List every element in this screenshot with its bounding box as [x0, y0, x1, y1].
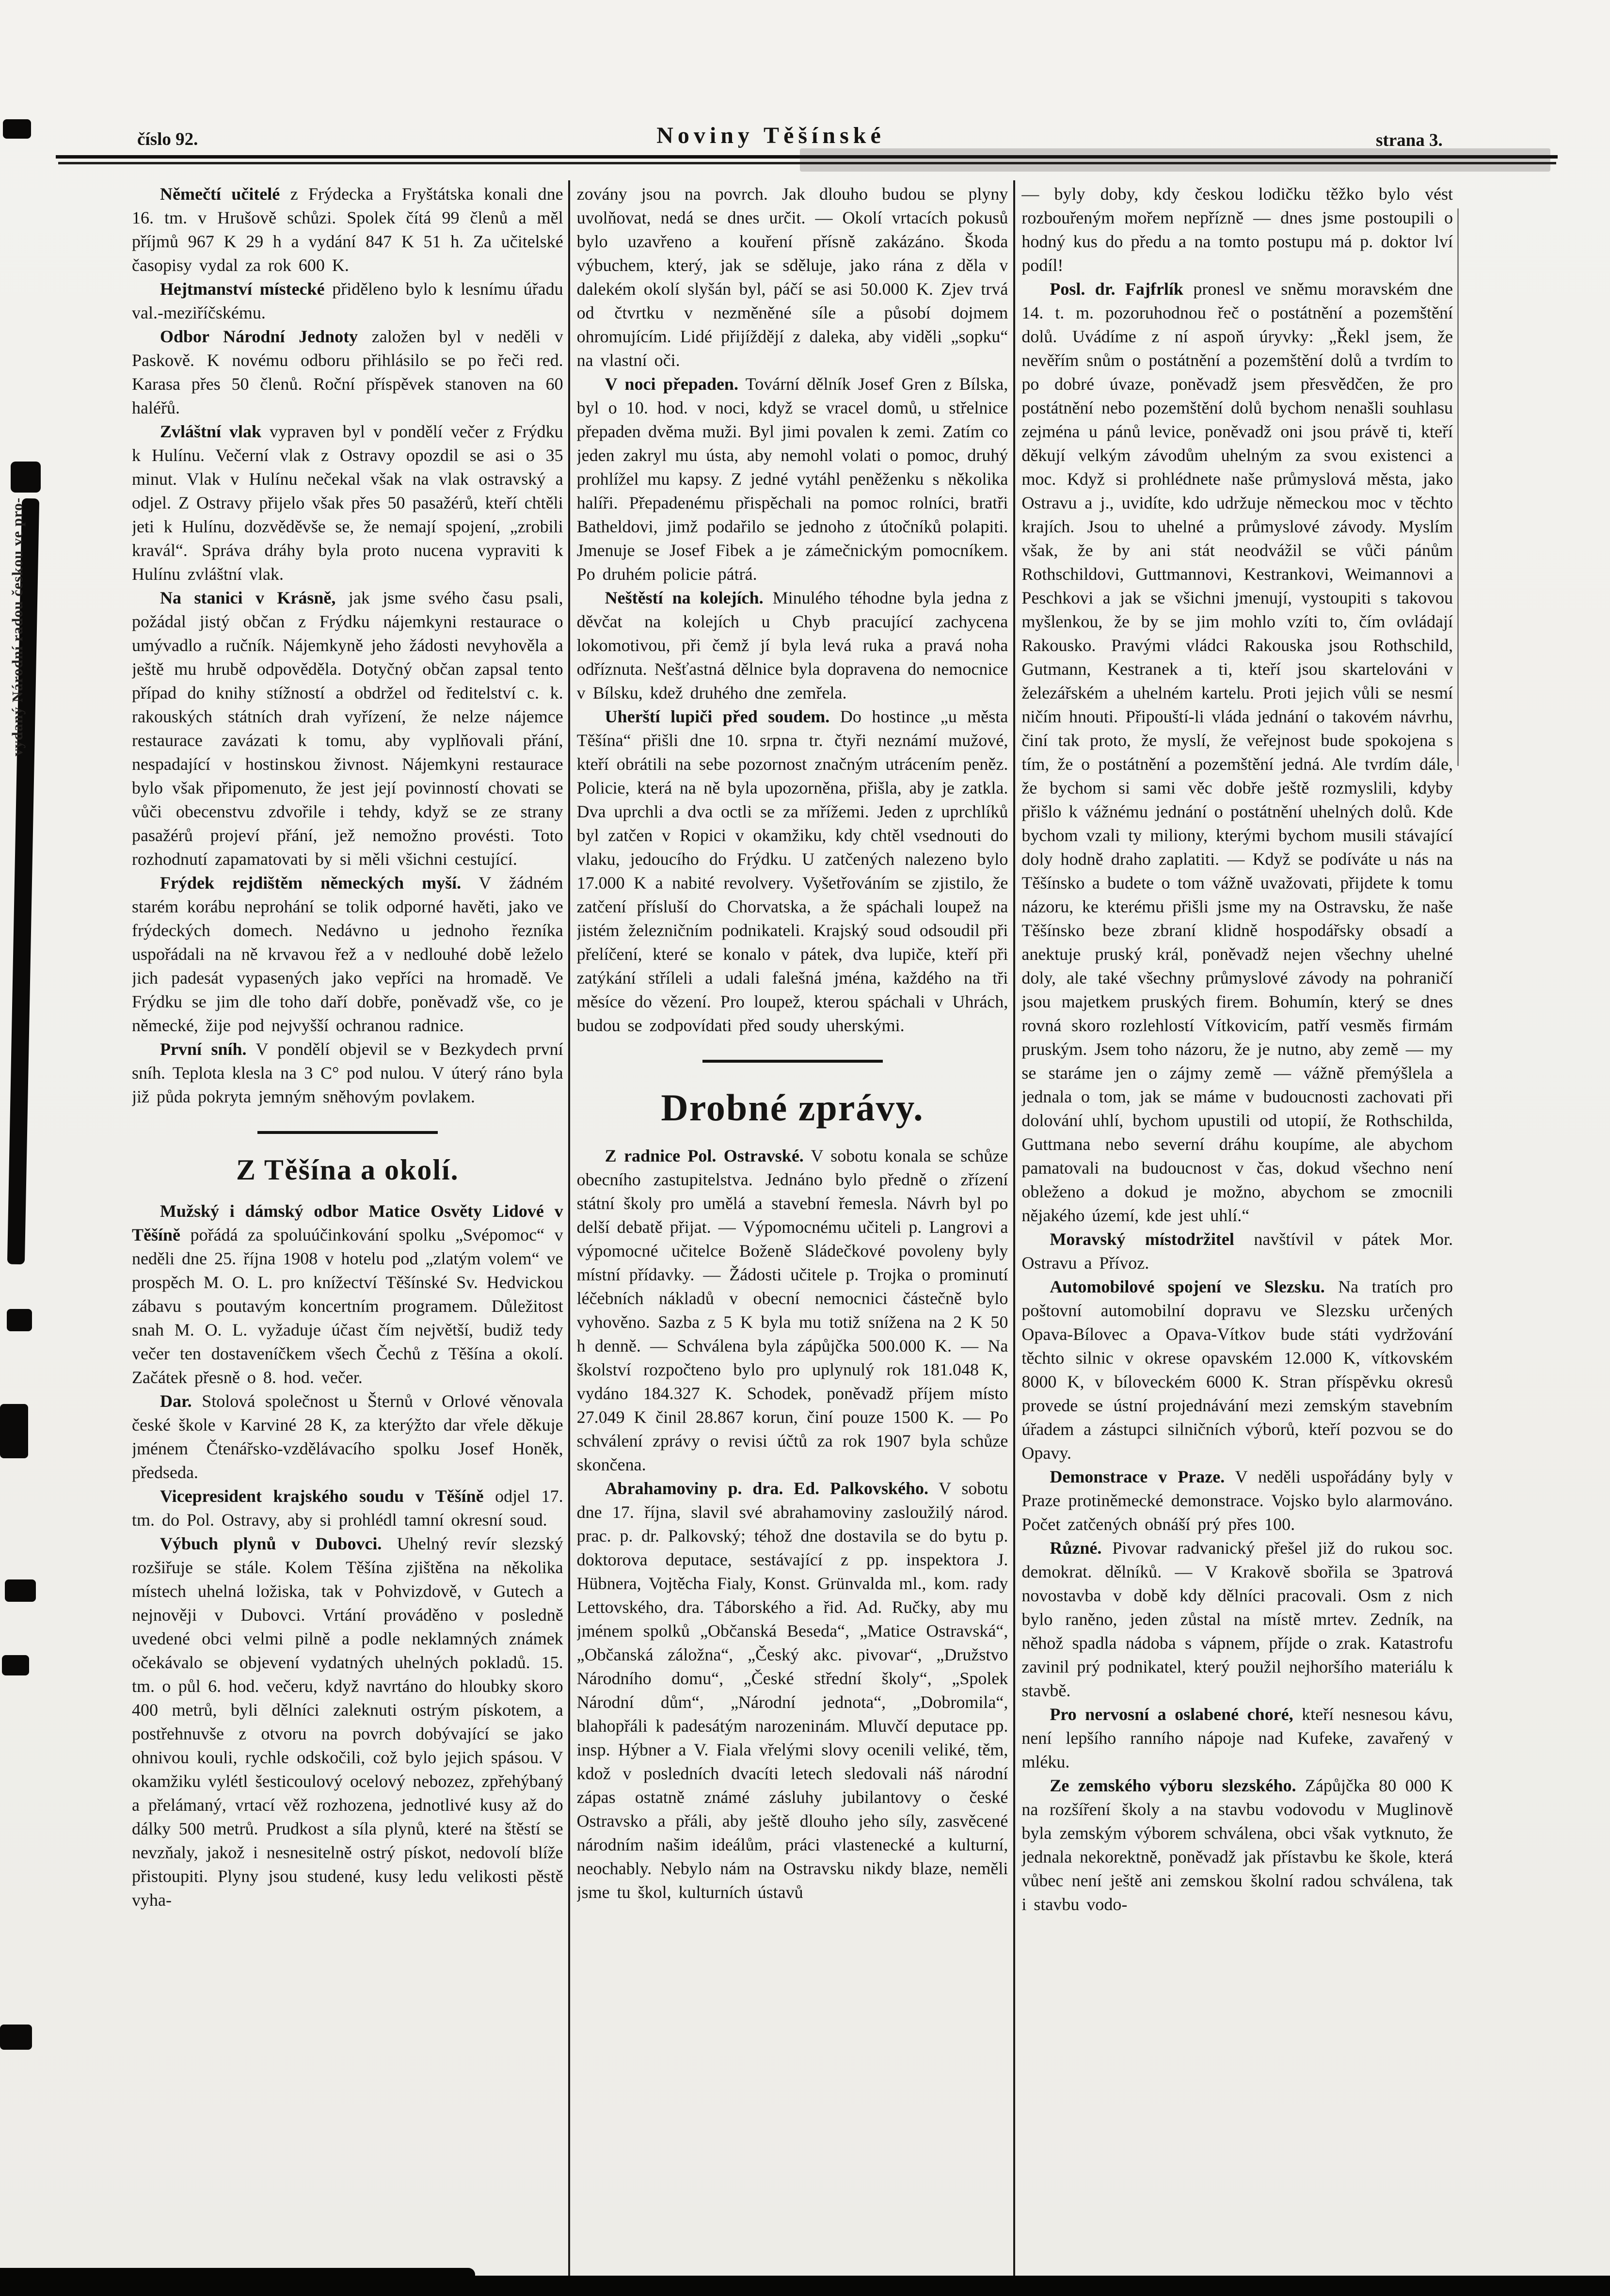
news-item: Zvláštní vlak vypraven byl v pondělí večer z Frýdku k Hulínu. Večerní vlak z Ostravy opozdil se asi o 35 minut. Vlak v Hulínu nečekal však na vlak ostravský a odjel. Z Ostravy přijelo však přes 50 pasažérů, kteří chtěli jeti k Hulínu, dozvěděvše se, že nemají spojení, „zrobili kravál“. Správa dráhy byla proto nucena vypraviti k Hulínu zvláštní vlak.	[132, 422, 563, 584]
news-item: Hejtmanství místecké přiděleno bylo k lesnímu úřadu val.-meziříčskému.	[132, 279, 563, 322]
news-item: — byly doby, kdy českou lodičku těžko bylo vést rozbouřeným mořem nepřízně — dnes jsme postoupili o hodný kus do předu a na tomto postupu má p. doktor lví podíl!	[1021, 184, 1453, 275]
news-item-lead: Na stanici v Krásně,	[160, 588, 336, 607]
issue-number: číslo 92.	[137, 129, 198, 149]
news-item: Mužský i dámský odbor Matice Osvěty Lidové v Těšíně pořádá za spoluúčinkování spolku „Svépomoc“ v neděli dne 25. října 1908 v hotelu pod „zlatým volem“ ve prospěch M. O. L. pro knížectví Těšínské Sv. Hedvickou zábavu s poutavým koncertním programem. Důležitost snah M. O. L. vyžaduje účast čím největší, budiž tedy večer ten dostaveníčkem všech Čechů z Těšína a okolí. Začátek přesně o 8. hod. večer.	[132, 1201, 563, 1387]
news-item: Frýdek rejdištěm německých myší. V žádném starém korábu neprohání se tolik odporné havěti, jako ve frýdeckých domech. Nedávno u jednoho řezníka uspořádali na ně krvavou řež a v nedlouhé době leželo jich padesát vypasených jako vepříci na hromadě. Ve Frýdku se jim dle toho daří dobře, poněvadž vše, co je německé, žije pod nejvyšší ochranou radnice.	[132, 873, 563, 1035]
news-item: Uherští lupiči před soudem. Do hostince „u města Těšína“ přišli dne 10. srpna tr. čtyři neznámí mužové, kteří obrátili na sebe pozornost značným utrácením peněz. Policie, která na ně byla upozorněna, přišla, aby je zatkla. Dva uprchli a dva octli se za mřížemi. Jeden z uprchlíků byl zatčen v Ropici v okamžiku, kdy chtěl vsednouti do vlaku, jedoucího do Frýdku. U zatčených nalezeno bylo 17.000 K a nabité revolvery. Vyšetřováním se zjistilo, že zatčení přísluší do Chorvatska, a že spáchali loupež na jistém železničním podnikateli. Krajský soud odsoudil při přelíčení, které se konalo v pátek, dva lupiče, kteří při zatýkání stříleli a udali falešná jména, každého na tři měsíce do vězení. Pro loupež, kterou spáchali v Uhrách, budou se zodpovídati před soudy uherskými.	[576, 707, 1008, 1035]
margin-note: vydaný Národní radou českou ve pro-	[9, 497, 26, 756]
news-item-lead: Vicepresident krajského soudu v Těšíně	[160, 1486, 484, 1506]
news-item-lead: Dar.	[160, 1391, 192, 1411]
news-item: V noci přepaden. Tovární dělník Josef Gren z Bílska, byl o 10. hod. v noci, když se vracel domů, u střelnice přepaden dvěma muži. Byl jimi povalen k zemi. Zatím co jeden zakryl mu ústa, aby nemohl volati o pomoc, druhý prohlížel mu kapsy. Z jedné vytáhl peněženku s několika halíři. Přepadenému přispěchali na pomoc rolníci, bratři Batheldovi, jimž podařilo se jednoho z útočníků polapiti. Jmenuje se Josef Fibek a je zámečnickým pomocníkem. Po druhém policie pátrá.	[576, 374, 1008, 584]
news-item-lead: Mužský i dámský odbor Matice Osvěty Lidové v Těšíně	[132, 1201, 563, 1244]
page-number: strana 3.	[1376, 130, 1443, 150]
heading-rule	[257, 1131, 438, 1134]
column-2	[577, 182, 1008, 2278]
news-item-lead: V noci přepaden.	[605, 374, 738, 394]
news-item: Posl. dr. Fajfrlík pronesl ve sněmu moravském dne 14. t. m. pozoruhodnou řeč o postátnění a pozemštění dolů. Uvádíme z ní aspoň úryvky: „Řekl jsem, že nevěřím snům o postátnění a pozemštění dolů a tvrdím to po dobré úvaze, poněvadž jsem přesvědčen, že pro postátnění nebo pozemštění dolů bychom nenašli souhlasu zejména u pánů levice, poněvadž oni jsou právě ti, kteří děkují velkým závodům uhelným za svou existenci a moc. Když si prohlédnete naše průmyslová města, jako Ostravu a j., uvidíte, kdo udržuje německou moc v těchto krajích. Jsou to uhelné a průmyslové závody. Myslím však, že by ani stát neodvážil se vůči pánům Rothschildovi, Guttmannovi, Kestrankovi, Weimannovi a Peschkovi a jak se všichni jmenují, vystoupiti s takovou myšlenkou, že by se jim mohlo vzíti to, čím ovládají Rakousko. Pravými vládci Rakouska jsou Rothschild, Gutmann, Kestranek a ti, kteří jsou skartelováni v železářském a uhelném kartelu. Proti jejich vůli se nesmí ničím hnouti. Připouští-li vláda jednání o takovém návrhu, činí tak proto, že myslí, že veřejnost bude spokojena s tím, že o postátnění a pozemštění jedná. Ale tvrdím dále, že bychom si sami věc dobře ještě rozmyslili, kdyby přišlo k vážnému jednání o postátnění uhelných dolů. Kde bychom vzali ty miliony, kterými bychom musili stávající doly hodně draho zaplatiti. — Když se podíváte u nás na Těšínsko a budete o tom vážně uvažovati, přijdete k tomu názoru, ke kterému přišli jsme my na Ostravsku, že naše Těšínsko beze zbraní klidně hospodářsky obsadí a anektuje pruský král, poněvadž nejen všechny uhelné doly, ale také všechny průmyslové závody na pohraničí jsou majetkem pruských firem. Bohumín, který se dnes rovná skoro rozlehlostí Vítkovicím, patří vesměs firmám pruským. Jsem toho názoru, že je nutno, aby země — my se staráme jen o zájmy země — vážně přemýšlela a jednala o tom, jak se máme v budoucnosti zachovati při dolování uhlí, bychom upustili od utopií, že Rothschilda, Guttmana nebo severní dráhu koupíme, ale abychom pamatovali na budoucnost v čas, dokud všechno není obleženo a dokud je možno, abychom se zmocnili nějakého území, kde jest uhlí.“	[1021, 279, 1453, 1225]
news-item: Dar. Stolová společnost u Šternů v Orlové věnovala české škole v Karviné 28 K, za kterýžto dar vřele děkuje jménem Čtenářsko-vzdělávacího spolku Josef Honěk, předseda.	[132, 1391, 563, 1482]
news-item: Ze zemského výboru slezského. Zápůjčka 80 000 K na rozšíření školy a na stavbu vodovodu v Muglinově byla zemským výborem schválena, obci však vytknuto, že jednala nekorektně, poněvadž jak přístavbu ke škole, která vůbec není ještě ani zemskou školní radou schválena, tak i stavbu vodo-	[1021, 1776, 1453, 1914]
news-item-lead: Různé.	[1050, 1538, 1102, 1558]
ink-mark	[0, 2025, 32, 2050]
news-item-lead: Hejtmanství místecké	[160, 279, 325, 299]
news-item: Vicepresident krajského soudu v Těšíně odjel 17. tm. do Pol. Ostravy, aby si prohlédl tamní okresní soud.	[132, 1486, 563, 1530]
article-columns	[132, 182, 1453, 2278]
news-item-lead: Výbuch plynů v Dubovci.	[160, 1534, 382, 1553]
ink-mark	[0, 1404, 28, 1458]
news-item-lead: Z radnice Pol. Ostravské.	[605, 1146, 804, 1165]
column-separator	[1457, 208, 1459, 766]
ink-mark	[7, 1309, 32, 1331]
news-item-lead: Automobilové spojení ve Slezsku.	[1050, 1277, 1325, 1296]
section-heading: Drobné zprávy.	[661, 1086, 924, 1129]
news-item-lead: Moravský místodržitel	[1050, 1229, 1234, 1249]
news-item-lead: Pro nervosní a oslabené choré,	[1050, 1705, 1293, 1724]
news-item: Moravský místodržitel navštívil v pátek Mor. Ostravu a Přívoz.	[1021, 1229, 1453, 1273]
news-item: Odbor Národní Jednoty založen byl v neděli v Paskově. K novému odboru přihlásilo se po řeči red. Karasa přes 50 členů. Roční příspěvek stanoven na 60 haléřů.	[132, 327, 563, 417]
news-item-lead: Frýdek rejdištěm německých myší.	[160, 873, 462, 893]
news-item-lead: Ze zemského výboru slezského.	[1050, 1776, 1296, 1795]
section-heading: Z Těšína a okolí.	[236, 1154, 459, 1186]
news-item: Demonstrace v Praze. V neděli uspořádány byly v Praze protiněmecké demonstrace. Vojsko bylo alarmováno. Počet zatčených obnáší prý přes 100.	[1021, 1467, 1453, 1534]
news-item: Němečtí učitelé z Frýdecka a Fryštátska konali dne 16. tm. v Hrušově schůzi. Spolek čítá 99 členů a měl příjmů 967 K 29 h a vydání 847 K 51 h. Za učitelské časopisy vydal za rok 600 K.	[132, 184, 563, 275]
column-3	[1021, 182, 1453, 2278]
news-item-lead: První sníh.	[160, 1039, 247, 1059]
news-item: První sníh. V pondělí objevil se v Bezkydech první sníh. Teplota klesla na 3 C° pod nulou. V úterý ráno byla již půda pokryta jemným sněhovým povlakem.	[132, 1039, 563, 1106]
news-item-lead: Posl. dr. Fajfrlík	[1050, 279, 1183, 299]
news-item: Abrahamoviny p. dra. Ed. Palkovského. V sobotu dne 17. října, slavil své abrahamoviny zasloužilý národ. prac. p. dr. Palkovský; téhož dne dostavila se do bytu p. doktorova deputace, sestávající z pp. inspektora J. Hübnera, Vojtěcha Fialy, Konst. Grünvalda ml., kom. rady Lettovského, dra. Táborského a řid. Ad. Ručky, aby mu jménem spolků „Občanská Beseda“, „Matice Ostravská“, „Občanská záložna“, „Český akc. pivovar“, „Družstvo Národního domu“, „České střední školy“, „Spolek Národní dům“, „Národní jednota“, „Dobromila“, blahopřáli k padesátým narozeninám. Mluvčí deputace pp. insp. Hýbner a V. Fiala vřelými slovy ocenili veliké, těm, kdož v posledních dvacíti letech sledovali náš národní zápas ostatně známé zásluhy jubilantovy o české Ostravsko a přáli, aby ještě dlouho jeho síly, zasvěcené národním našim ideálům, práci vlastenecké a kulturní, neochably. Nebylo nám na Ostravsku nikdy blaze, neměli jsme tu škol, kulturních ústavů	[576, 1479, 1008, 1902]
ink-mark	[2, 1655, 29, 1675]
ink-mark	[800, 148, 1550, 172]
news-item: Z radnice Pol. Ostravské. V sobotu konala se schůze obecního zastupitelstva. Jednáno bylo předně o zřízení státní školy pro umělá a stavební řemesla. Návrh byl po delší debatě přijat. — Výpomocnému učiteli p. Langrovi a výpomocné učitelce Boženě Sládečkové povoleny byly místní přídavky. — Žádosti učitele p. Trojka o prominutí léčebních nákladů v obecní nemocnici částečně bylo vyhověno. Sazba z 5 K byla mu totiž snížena na 2 K 50 h denně. — Schválena byla zápůjčka 500.000 K. — Na školství rozpočteno bylo pro uplynulý rok 181.048 K, vydáno 184.327 K. Schodek, poněvadž příjem místo 27.049 K činil 28.867 korun, činí pouze 1500 K. — Po schválení zprávy o revisi účtů za rok 1907 byla schůze skončena.	[576, 1146, 1008, 1474]
news-item: Automobilové spojení ve Slezsku. Na tratích pro poštovní automobilní dopravu ve Slezsku určených Opava-Bílovec a Opava-Vítkov bude státi vydržování těchto silnic v okrese opavském 12.000 K, vítkovském 8000 K, v bíloveckém 6000 K. Stran příspěvku okresů provede se ústní projednávání mezi zemským stavebním úřadem a zástupci silničních výborů, kteří pozvou se do Opavy.	[1021, 1277, 1453, 1463]
newspaper-title: Noviny Těšínské	[656, 123, 885, 148]
news-item-lead: Abrahamoviny p. dra. Ed. Palkovského.	[605, 1479, 929, 1498]
news-item-lead: Němečtí učitelé	[160, 184, 280, 204]
heading-rule	[702, 1060, 883, 1063]
news-item: Různé. Pivovar radvanický přešel již do rukou soc. demokrat. dělníků. — V Krakově sbořila se 3patrová novostavba v době kdy dělníci pracovali. Osm z nich bylo raněno, jeden zůstal na místě mrtev. Zedník, na něhož spadla nádoba s vápnem, příjde o zrak. Katastrofu zavinil prý podnikatel, který použil nejhoršího materiálu k stavbě.	[1021, 1538, 1453, 1700]
news-item-lead: Zvláštní vlak	[160, 422, 262, 441]
news-item-lead: Odbor Národní Jednoty	[160, 327, 358, 346]
news-item: Na stanici v Krásně, jak jsme svého času psali, požádal jistý občan z Frýdku nájemkyni restaurace o umývadlo a ručník. Nájemkyně jeho žádosti nevyhověla a ještě mu hrubě odpověděla. Dotyčný občan zapsal tento případ do knihy stížností a obdržel od ředitelství c. k. rakouských státních drah vyřízení, že nelze nájemce restaurace zavázati k tomu, aby vyplňovali přání, nespadající v hostinskou živnost. Nájemkyni restaurace bylo však připomenuto, že jest její povinností chovati se vůči obecenstvu zdvořile i tehdy, když se ze strany pasažérů projeví přání, jež nemožno provésti. Toto rozhodnutí zapamatovati by si měli všichni cestující.	[132, 588, 563, 869]
ink-mark	[5, 1579, 36, 1602]
news-item: Pro nervosní a oslabené choré, kteří nesnesou kávu, není lepšího ranního nápoje nad Kufeke, zavařený v mléku.	[1021, 1705, 1453, 1771]
news-item: Neštěstí na kolejích. Minulého téhodne byla jedna z děvčat na kolejích u Chyb pracující zachycena lokomotivou, při čemž jí byla levá ruka a pravá noha odříznuta. Nešťastná dělnice byla dopravena do nemocnice v Bílsku, kdež druhého dne zemřela.	[576, 588, 1008, 702]
news-item: zovány jsou na povrch. Jak dlouho budou se plyny uvolňovat, nedá se dnes určit. — Okolí vrtacích pokusů bylo uzavřeno a kouření přísně zakázáno. Škoda výbuchem, který, jak se sděluje, jako rána z děla v dalekém okolí slyšán byl, páčí se asi 50.000 K. Zjev trvá od čtvrtku v nezměněné síle a působí dojmem ohromujícím. Lidé přijíždějí z daleka, aby viděli „sopku“ na vlastní oči.	[576, 184, 1008, 370]
news-item-lead: Uherští lupiči před soudem.	[605, 707, 830, 726]
scan-edge	[0, 2276, 1610, 2296]
news-item: Výbuch plynů v Dubovci. Uhelný revír slezský rozšiřuje se stále. Kolem Těšína zjištěna na několika místech uhelná ložiska, tak v Pohvizdově, v Gutech a nejnověji v Dubovci. Vrtání prováděno v posledně uvedené obci velmi pilně a podle neklamných známek očekávalo se objevení vydatných uhelných pokladů. 15. tm. o půl 6. hod. večeru, když navrtáno do hloubky skoro 400 metrů, byli dělníci zaleknuti ostrým pískotem, a postřehnuvše z otvoru na povrch dobývající se jako ohnivou kouli, rychle odskočili, což bylo jejich spásou. V okamžiku vylétl šesticoulový ocelový nebozez, zpřehýbaný a přelámaný, vrtací věž rozhozena, jednotlivé kusy až do dálky 500 metrů. Prudkost a síla plynů, které na štěstí se nevzňaly, jakož i nesnesitelně ostrý pískot, nedovolí blíže přistoupiti. Plyny jsou studené, kusy ledu velikosti pěstě vyha-	[132, 1534, 563, 1910]
title-wrap	[0, 122, 1542, 149]
news-item-lead: Neštěstí na kolejích.	[605, 588, 764, 607]
column-1	[132, 182, 563, 2278]
news-item-lead: Demonstrace v Praze.	[1050, 1467, 1225, 1486]
